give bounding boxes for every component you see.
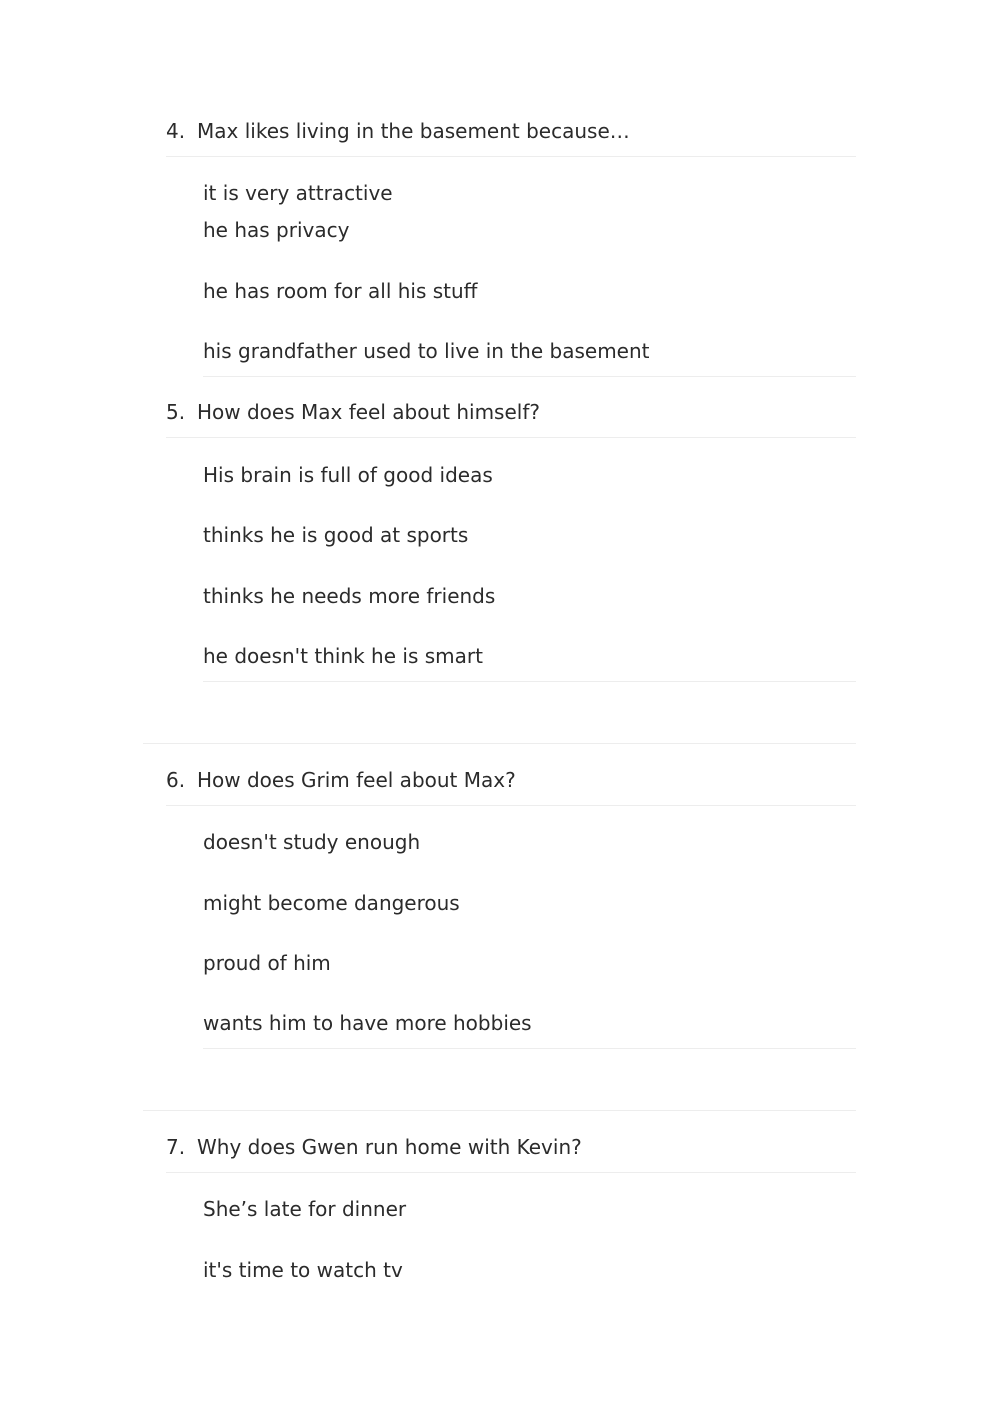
divider	[203, 1048, 856, 1049]
answer-option[interactable]: She’s late for dinner	[203, 1197, 407, 1221]
answer-option[interactable]: thinks he needs more friends	[203, 584, 496, 608]
section-divider	[143, 1110, 856, 1111]
divider	[166, 437, 856, 438]
answer-option[interactable]: His brain is full of good ideas	[203, 463, 493, 487]
question-number: 6.	[166, 768, 186, 792]
question-4	[166, 119, 630, 143]
answer-option[interactable]: proud of him	[203, 951, 331, 975]
answer-option[interactable]: his grandfather used to live in the basement	[203, 339, 650, 363]
answer-option[interactable]: wants him to have more hobbies	[203, 1011, 532, 1035]
answer-option[interactable]: he doesn't think he is smart	[203, 644, 483, 668]
divider	[166, 805, 856, 806]
question-number: 4.	[166, 119, 186, 143]
answer-option[interactable]: doesn't study enough	[203, 830, 421, 854]
section-divider	[143, 743, 856, 744]
question-number: 7.	[166, 1135, 186, 1159]
question-5	[166, 400, 540, 424]
divider	[203, 681, 856, 682]
answer-option[interactable]: he has room for all his stuff	[203, 279, 478, 303]
question-text: How does Grim feel about Max?	[197, 768, 516, 792]
question-text: Max likes living in the basement because…	[197, 119, 630, 143]
question-number: 5.	[166, 400, 186, 424]
answer-option[interactable]: might become dangerous	[203, 891, 460, 915]
divider	[166, 1172, 856, 1173]
divider	[203, 376, 856, 377]
divider	[166, 156, 856, 157]
question-6	[166, 768, 516, 792]
answer-option[interactable]: thinks he is good at sports	[203, 523, 469, 547]
answer-option[interactable]: it is very attractive	[203, 181, 393, 205]
answer-option[interactable]: it's time to watch tv	[203, 1258, 403, 1282]
question-7	[166, 1135, 582, 1159]
question-text: How does Max feel about himself?	[197, 400, 540, 424]
question-text: Why does Gwen run home with Kevin?	[197, 1135, 582, 1159]
answer-option[interactable]: he has privacy	[203, 218, 350, 242]
